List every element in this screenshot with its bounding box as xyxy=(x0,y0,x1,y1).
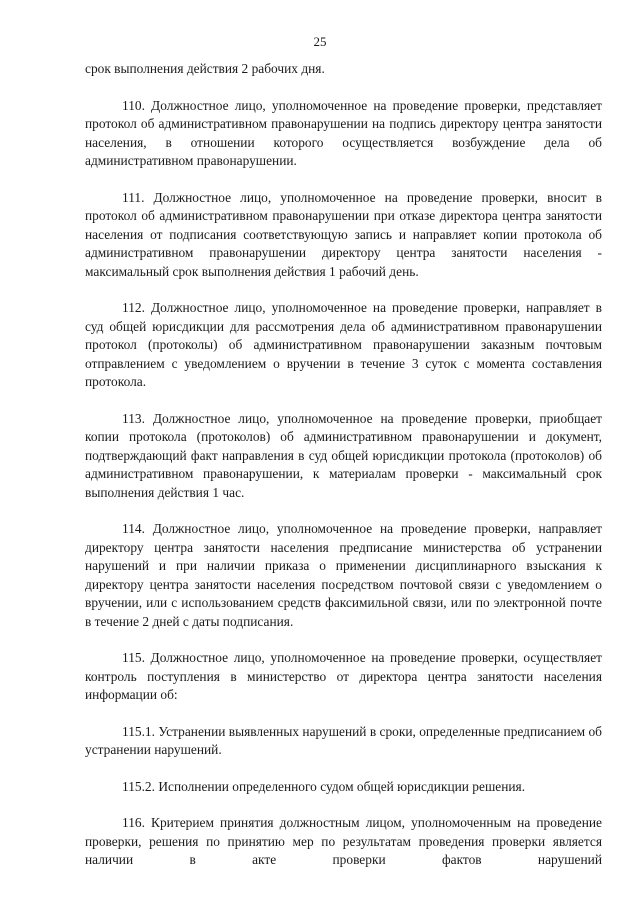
paragraph-continuation: срок выполнения действия 2 рабочих дня. xyxy=(85,61,325,76)
paragraph-116: 116. Критерием принятия должностным лицом, уполномоченным на проведение проверки, решения по принятию мер по результатам проведения проверки является наличии в акте проверки фактов нарушений xyxy=(85,815,602,867)
page-number: 25 xyxy=(313,34,327,49)
paragraph-112: 112. Должностное лицо, уполномоченное на проведение проверки, направляет в суд общей юрисдикции для рассмотрения дела об административном правонарушении протокол (протоколы) об административном правонарушении заказным почтовым отправлением с уведомлением о вручении в течение 3 суток с момента составления протокола. xyxy=(85,300,602,389)
paragraph-111: 111. Должностное лицо, уполномоченное на проведение проверки, вносит в протокол об административном правонарушении при отказе директора центра занятости населения от подписания соответствующую запись и направляет копии протокола об административном правонарушении директору центра занятости населения - максимальный срок выполнения действия 1 рабочий день. xyxy=(85,189,602,279)
paragraph-115: 115. Должностное лицо, уполномоченное на проведение проверки, осуществляет контроль поступления в министерство от директора центра занятости населения информации об: xyxy=(85,650,602,702)
paragraph-110: 110. Должностное лицо, уполномоченное на проведение проверки, представляет протокол об административном правонарушении на подпись директору центра занятости населения, в отношении которого осуществляется возбуждение дела об административном правонарушении. xyxy=(85,97,602,168)
paragraph-115-1: 115.1. Устранении выявленных нарушений в сроки, определенные предписанием об устранении нарушений. xyxy=(85,723,602,757)
paragraph-115-2: 115.2. Исполнении определенного судом общей юрисдикции решения. xyxy=(122,778,526,794)
paragraph-114: 114. Должностное лицо, уполномоченное на проведение проверки, направляет директору центра занятости населения предписание министерства об устранении нарушений и при наличии приказа о применении дисциплинарного взыскания к директору центра занятости населения посредством почтовой связи с уведомлением о вручении, или с использованием средств факсимильной связи, или по электронной почте в течение 2 дней с даты подписания. xyxy=(85,521,602,629)
document-body xyxy=(85,60,602,870)
paragraph-113: 113. Должностное лицо, уполномоченное на проведение проверки, приобщает копии протокола (протоколов) об административном правонарушении и документ, подтверждающий факт направления в суд общей юрисдикции протокола (протоколов) об административном правонарушении, к материалам проверки - максимальный срок выполнения действия 1 час. xyxy=(85,410,602,500)
